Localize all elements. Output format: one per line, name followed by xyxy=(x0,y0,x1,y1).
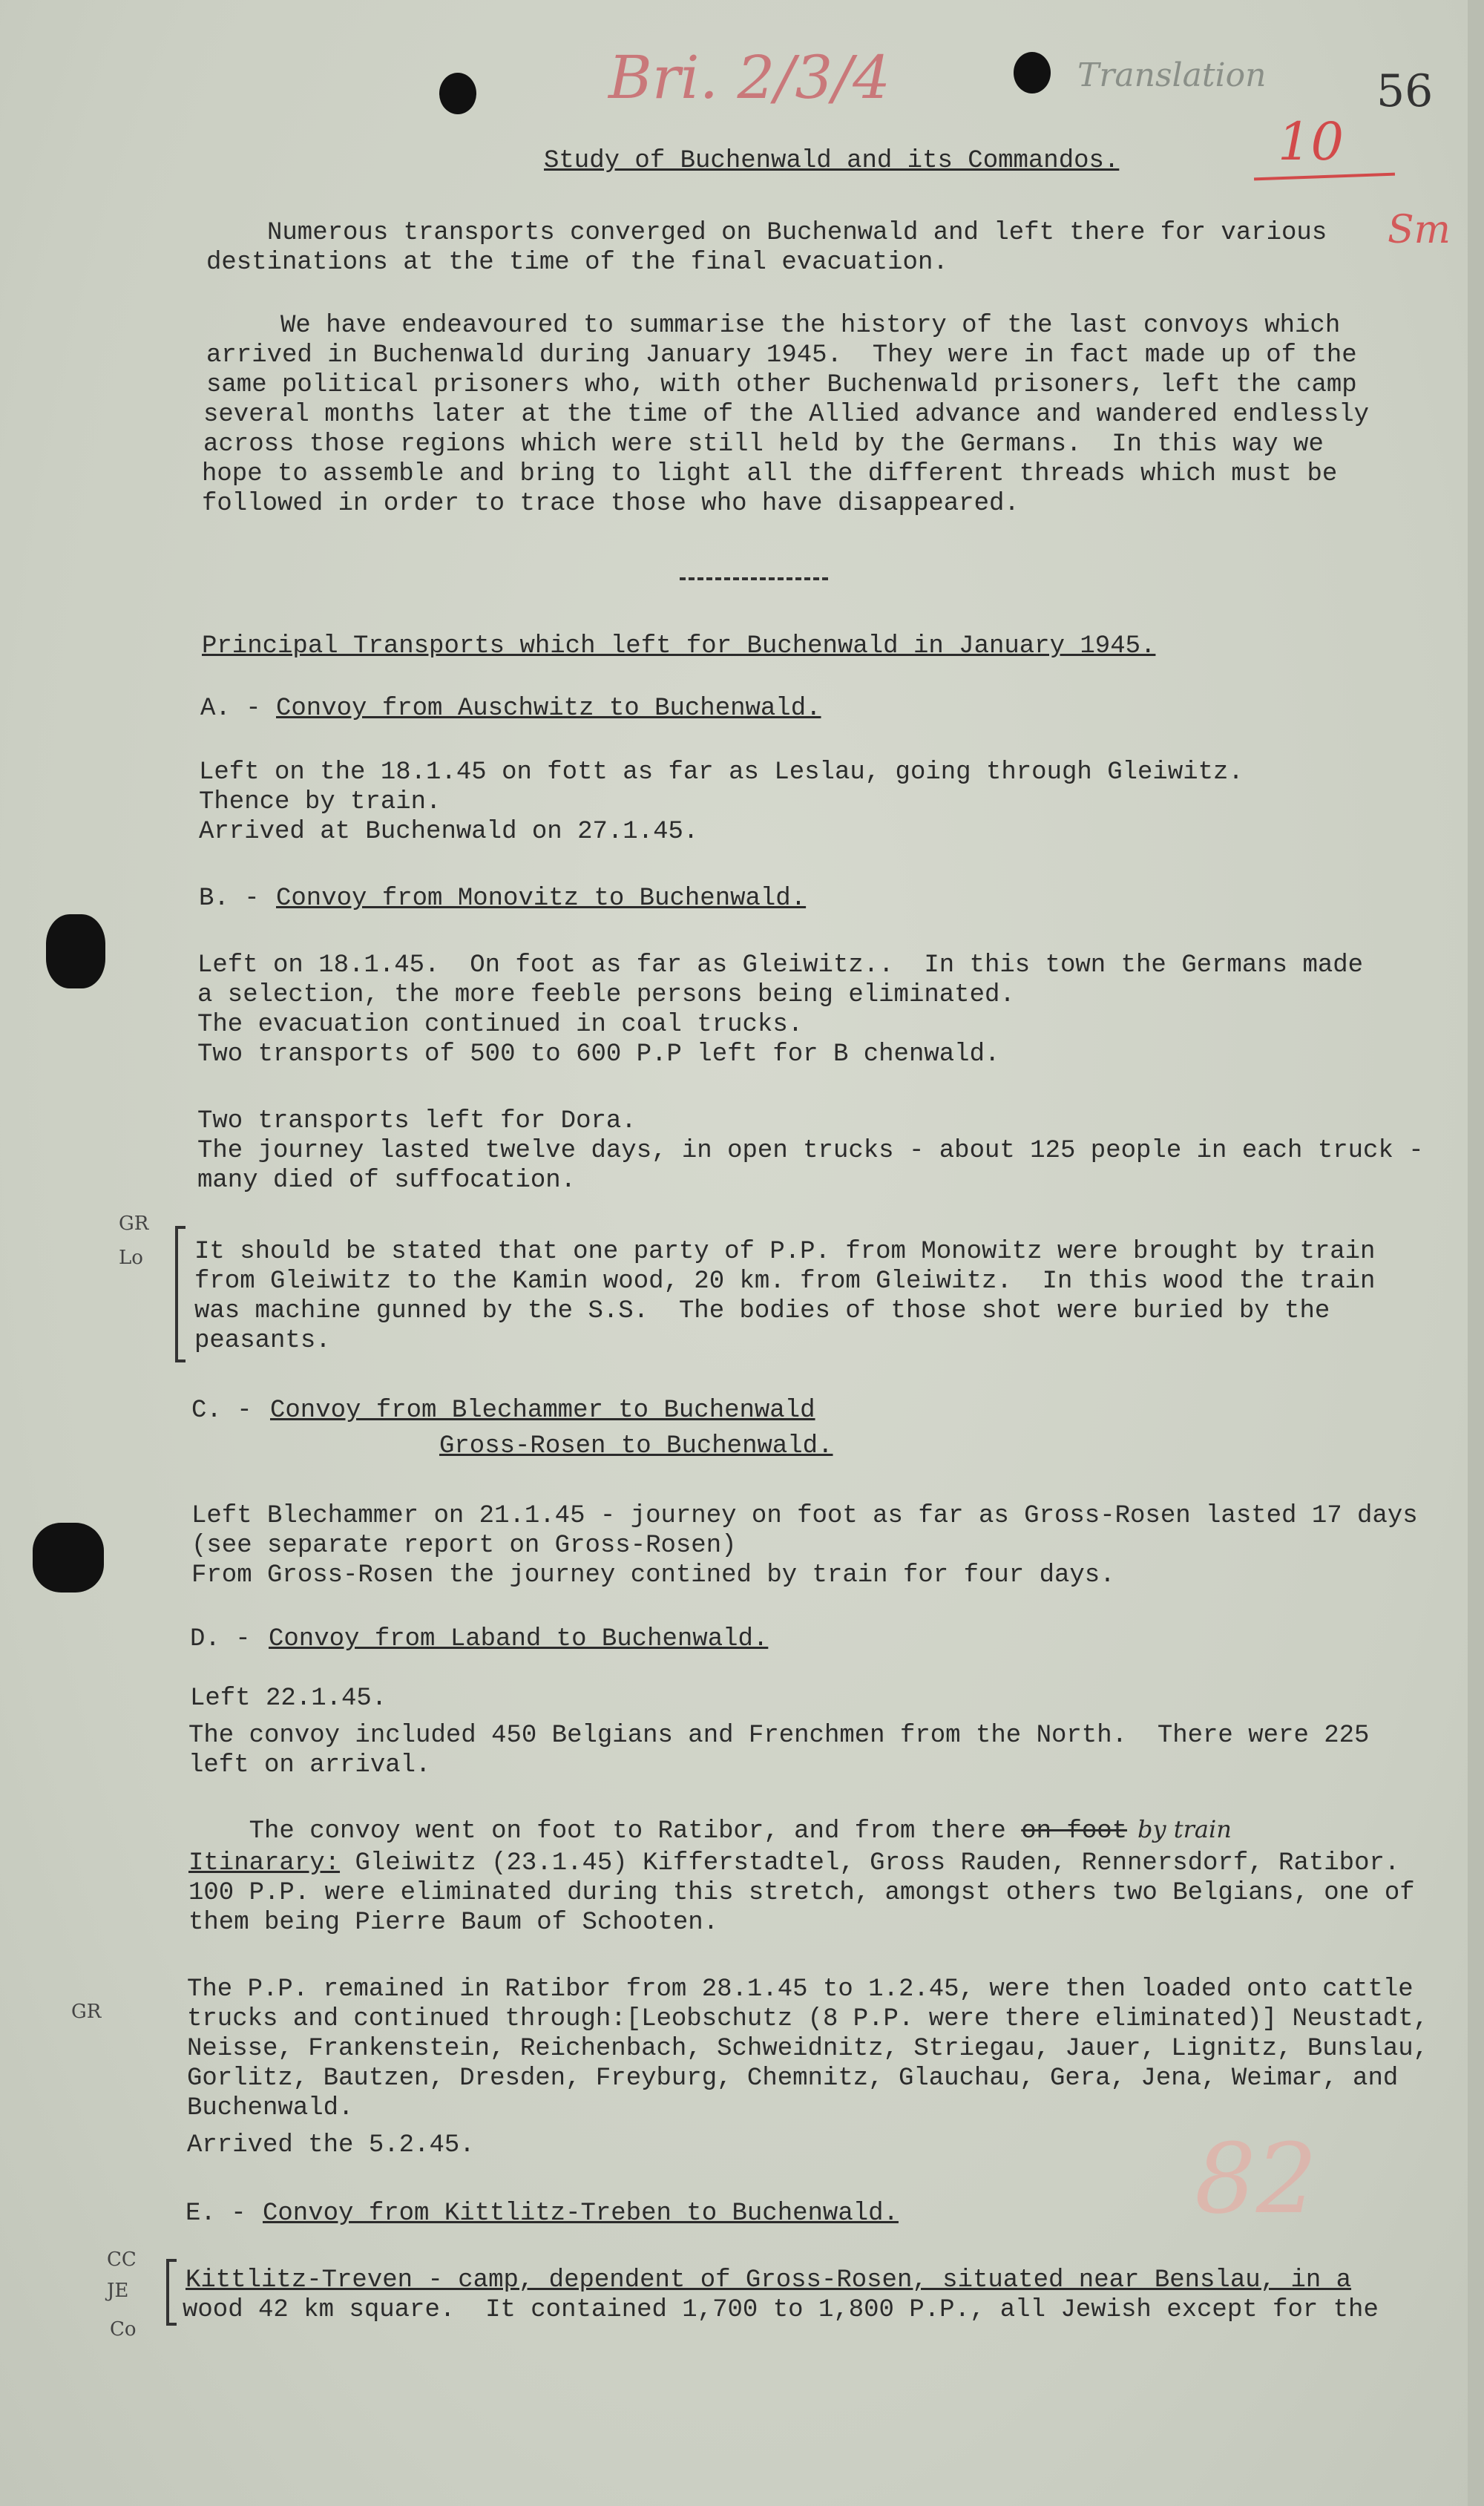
margin-mark: GR xyxy=(71,2001,102,2023)
section-e-line xyxy=(186,2265,1351,2296)
section-d-line: left on arrival. xyxy=(188,1751,431,1780)
section-e-line: wood 42 km square. It contained 1,700 to 1,800 P.P., all Jewish except for the xyxy=(183,2296,1379,2324)
section-b-letter: B. - xyxy=(199,885,260,913)
margin-bracket xyxy=(175,1226,186,1362)
section-c-letter: C. - xyxy=(191,1397,252,1425)
section-c-line: From Gross-Rosen the journey contined by train for four days. xyxy=(191,1561,1115,1590)
section-b-line: The evacuation continued in coal trucks. xyxy=(197,1011,804,1039)
section-d-letter: D. - xyxy=(190,1625,251,1653)
page-number: 56 xyxy=(1376,65,1434,117)
foot-line-text: The convoy went on foot to Ratibor, and from there xyxy=(249,1817,1022,1846)
intro-line: across those regions which were still held by the Germans. In this way we xyxy=(203,430,1324,459)
itinerary-line: them being Pierre Baum of Schooten. xyxy=(188,1909,719,1937)
section-c-line: Left Blechammer on 21.1.45 - journey on foot as far as Gross-Rosen lasted 17 days xyxy=(191,1502,1418,1530)
section-b-heading: Convoy from Monovitz to Buchenwald. xyxy=(276,885,807,913)
margin-mark: Lo xyxy=(119,1247,143,1269)
ratibor-line: trucks and continued through:[Leobschutz (8 P.P. were there eliminated)] Neustadt, xyxy=(187,2005,1429,2033)
margin-mark: Co xyxy=(110,2318,137,2341)
section-d-line: The convoy included 450 Belgians and Frenchmen from the North. There were 225 xyxy=(188,1722,1370,1750)
punch-hole-top xyxy=(439,73,476,114)
section-c-heading: Convoy from Blechammer to Buchenwald xyxy=(270,1397,815,1425)
itinerary-text: Gleiwitz (23.1.45) Kifferstadtel, Gross Rauden, Rennersdorf, Ratibor. xyxy=(340,1849,1400,1877)
margin-mark: GR xyxy=(119,1213,149,1235)
section-e-letter: E. - xyxy=(186,2200,246,2228)
itinerary-line xyxy=(188,1848,1399,1879)
itinerary-label: Itinarary: xyxy=(188,1849,341,1877)
punch-hole-top-right xyxy=(1014,52,1051,94)
intro-line: destinations at the time of the final evacuation. xyxy=(206,249,948,277)
section-separator xyxy=(680,577,828,580)
ratibor-line: Buchenwald. xyxy=(187,2094,354,2122)
section-b-line: The journey lasted twelve days, in open trucks - about 125 people in each truck - xyxy=(197,1137,1424,1165)
ratibor-line: Arrived the 5.2.45. xyxy=(187,2131,475,2159)
principal-heading: Principal Transports which left for Buchenwald in January 1945. xyxy=(202,632,1156,660)
red-initials: Sm xyxy=(1388,208,1451,252)
section-b-bracketed-line: peasants. xyxy=(194,1327,331,1355)
section-b-bracketed-line: was machine gunned by the S.S. The bodies of those shot were buried by the xyxy=(194,1297,1330,1325)
handwritten-reference: Bri. 2/3/4 xyxy=(608,43,891,112)
document-title: Study of Buchenwald and its Commandos. xyxy=(544,147,1120,175)
section-b-line: Two transports of 500 to 600 P.P left for B chenwald. xyxy=(197,1040,1000,1069)
translation-note: Translation xyxy=(1077,56,1267,94)
section-d-line: Left 22.1.45. xyxy=(190,1685,387,1713)
handwritten-correction: by train xyxy=(1137,1815,1232,1843)
margin-mark: CC xyxy=(107,2248,137,2271)
ratibor-line: The P.P. remained in Ratibor from 28.1.45 to 1.2.45, were then loaded onto cattle xyxy=(187,1975,1414,2004)
red-number: 10 xyxy=(1278,111,1345,172)
intro-line: same political prisoners who, with other Buchenwald prisoners, left the camp xyxy=(206,371,1357,399)
intro-line: followed in order to trace those who have disappeared. xyxy=(202,490,1020,518)
itinerary-line: 100 P.P. were eliminated during this stretch, amongst others two Belgians, one of xyxy=(188,1879,1415,1907)
section-c-heading-2: Gross-Rosen to Buchenwald. xyxy=(439,1432,833,1460)
intro-line: Numerous transports converged on Buchenwald and left there for various xyxy=(267,219,1327,247)
punch-hole-left-1 xyxy=(46,914,105,988)
section-a-line: Left on the 18.1.45 on fott as far as Leslau, going through Gleiwitz. xyxy=(199,758,1244,787)
section-e-heading: Convoy from Kittlitz-Treben to Buchenwald. xyxy=(263,2200,899,2228)
paper-edge xyxy=(1468,0,1484,2506)
punch-hole-left-2 xyxy=(33,1523,104,1593)
margin-mark: JE xyxy=(107,2280,129,2302)
intro-line: hope to assemble and bring to light all the different threads which must be xyxy=(202,460,1338,488)
intro-line: We have endeavoured to summarise the history of the last convoys which xyxy=(280,312,1341,340)
ratibor-line: Neisse, Frankenstein, Reichenbach, Schweidnitz, Striegau, Jauer, Lignitz, Bunslau, xyxy=(187,2035,1429,2063)
intro-line: arrived in Buchenwald during January 1945. They were in fact made up of the xyxy=(206,341,1357,370)
red-scribble: 82 xyxy=(1195,2122,1318,2235)
ratibor-line: Gorlitz, Bautzen, Dresden, Freyburg, Chemnitz, Glauchau, Gera, Jena, Weimar, and xyxy=(187,2064,1399,2093)
intro-line: several months later at the time of the Allied advance and wandered endlessly xyxy=(203,401,1370,429)
section-b-line: a selection, the more feeble persons being eliminated. xyxy=(197,981,1015,1009)
section-a-line: Arrived at Buchenwald on 27.1.45. xyxy=(199,818,699,846)
section-b-line: Left on 18.1.45. On foot as far as Gleiwitz.. In this town the Germans made xyxy=(197,951,1364,980)
struck-text: on foot xyxy=(1021,1817,1128,1846)
kittlitz-name: Kittlitz-Treven - camp, dependent of Gross-Rosen, situated near Benslau, in a xyxy=(186,2266,1352,2295)
section-b-bracketed-line: from Gleiwitz to the Kamin wood, 20 km. from Gleiwitz. In this wood the train xyxy=(194,1267,1376,1296)
red-underline xyxy=(1254,173,1395,181)
section-c-line: (see separate report on Gross-Rosen) xyxy=(191,1532,737,1560)
section-b-bracketed-line: It should be stated that one party of P.P. from Monowitz were brought by train xyxy=(194,1238,1376,1266)
section-b-line: many died of suffocation. xyxy=(197,1167,577,1195)
section-a-heading: Convoy from Auschwitz to Buchenwald. xyxy=(276,695,821,723)
margin-bracket xyxy=(166,2259,177,2326)
section-a-letter: A. - xyxy=(200,695,261,723)
section-d-heading: Convoy from Laband to Buchenwald. xyxy=(269,1625,769,1653)
section-b-line: Two transports left for Dora. xyxy=(197,1107,637,1135)
section-a-line: Thence by train. xyxy=(199,788,441,816)
